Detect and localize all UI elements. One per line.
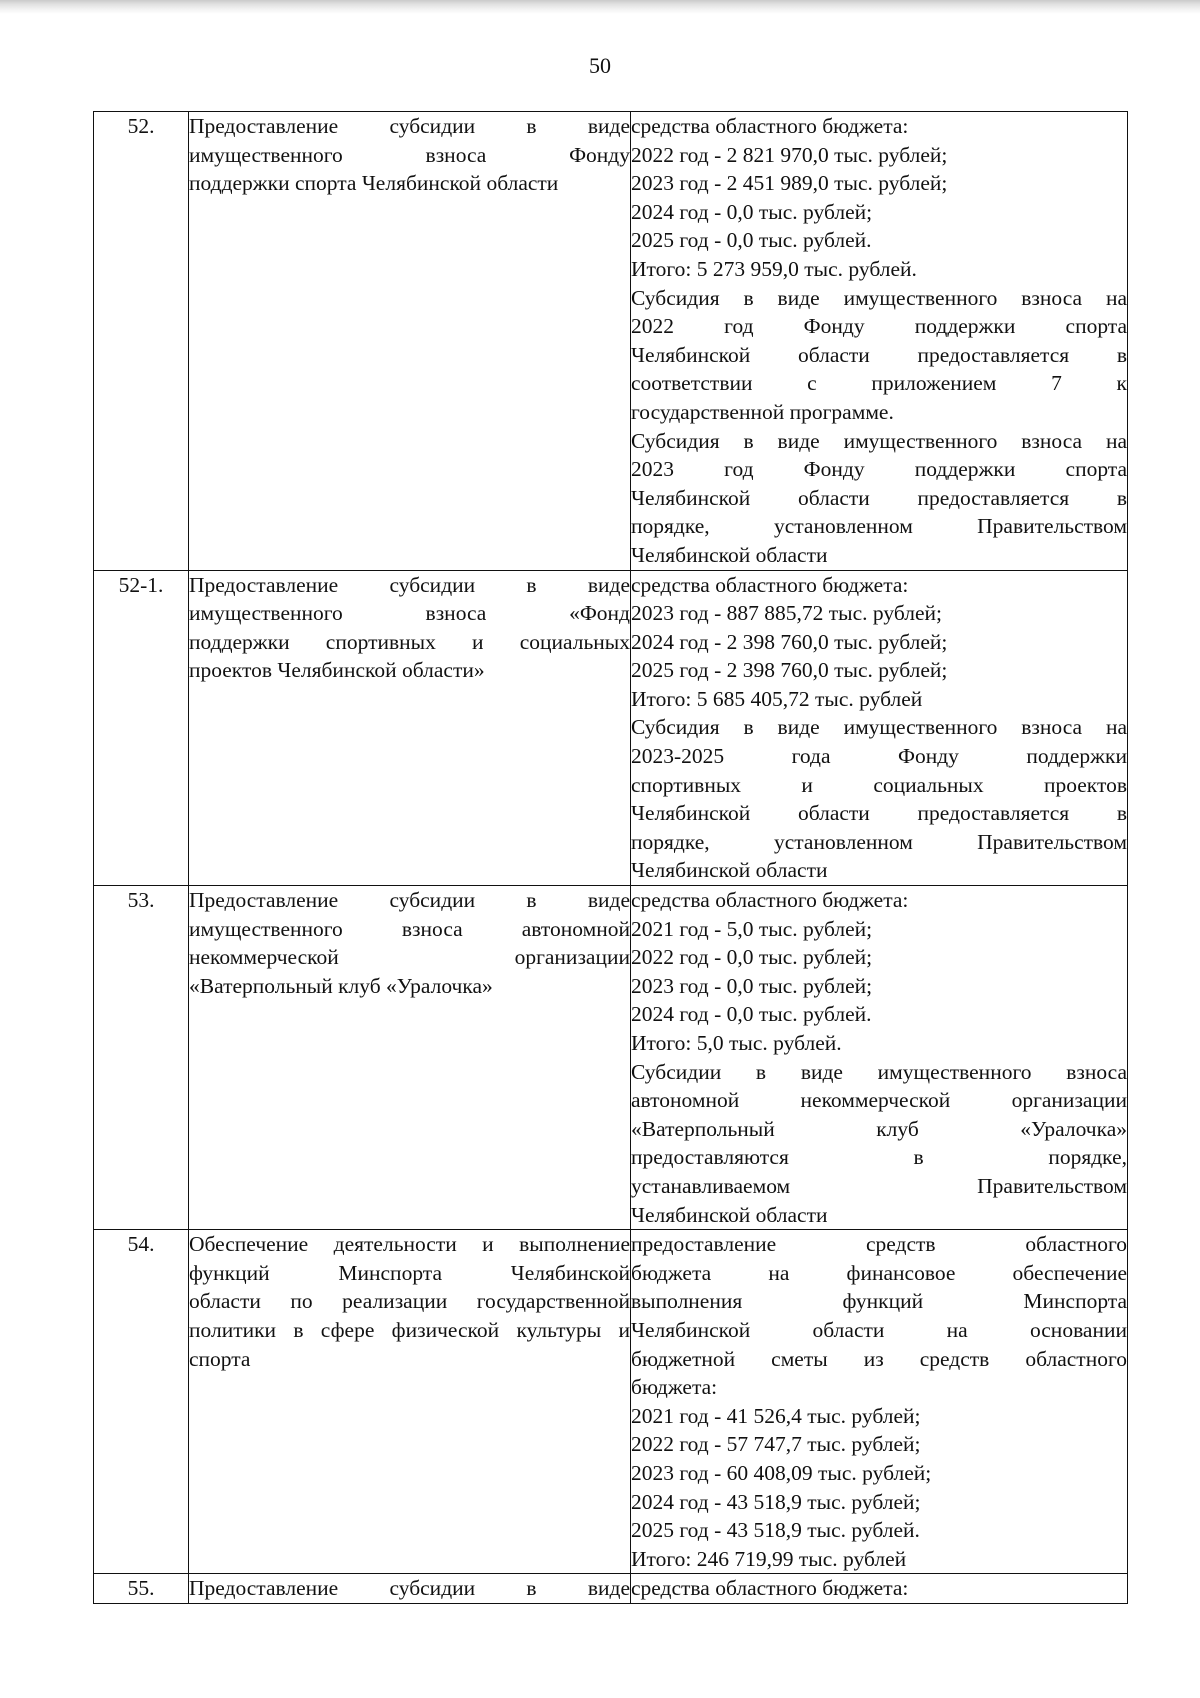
text-line: бюджета на финансовое обеспечение	[631, 1260, 1127, 1285]
text-line: 2025 год - 2 398 760,0 тыс. рублей;	[631, 658, 948, 683]
financing-description	[631, 570, 1128, 886]
activities-table	[93, 111, 1128, 1604]
text-line: соответствии с приложением 7 к	[631, 371, 1127, 396]
text-line: 2021 год - 5,0 тыс. рублей;	[631, 916, 873, 941]
text-line: 2025 год - 43 518,9 тыс. рублей.	[631, 1518, 920, 1543]
page-number: 50	[589, 53, 611, 78]
table-row	[94, 570, 1128, 886]
text-line: 2025 год - 0,0 тыс. рублей.	[631, 228, 872, 253]
row-number: 52.	[94, 112, 189, 571]
text-line: Челябинской области предоставляется в	[631, 485, 1127, 510]
text-line: Челябинской области	[631, 542, 828, 567]
text-line: Челябинской области	[631, 858, 828, 883]
text-line: средства областного бюджета:	[631, 572, 909, 597]
text-line: имущественного взноса «Фонд	[189, 601, 630, 626]
text-line: средства областного бюджета:	[631, 888, 909, 913]
text-line: 2023 год - 0,0 тыс. рублей;	[631, 973, 873, 998]
text-line: Субсидия в виде имущественного взноса на	[631, 715, 1127, 740]
text-line: Предоставление субсидии в виде	[189, 114, 630, 138]
text-line: порядке, установленном Правительством	[631, 829, 1127, 854]
activity-name	[189, 1574, 631, 1604]
text-line: 2022 год - 2 821 970,0 тыс. рублей;	[631, 142, 948, 167]
text-line: поддержки спортивных и социальных	[189, 629, 630, 654]
text-line: Обеспечение деятельности и выполнение	[189, 1232, 630, 1257]
text-line: Итого: 5,0 тыс. рублей.	[631, 1031, 842, 1055]
text-line: средства областного бюджета:	[631, 1576, 909, 1601]
text-line: 2023-2025 года Фонду поддержки	[631, 744, 1127, 769]
text-line: спорта	[189, 1346, 251, 1371]
text-line: проектов Челябинской области»	[189, 658, 485, 683]
row-number: 54.	[94, 1230, 189, 1574]
text-line: 2024 год - 43 518,9 тыс. рублей;	[631, 1489, 921, 1514]
text-line: Субсидия в виде имущественного взноса на	[631, 285, 1127, 310]
text-line: 2024 год - 0,0 тыс. рублей.	[631, 1002, 872, 1027]
text-line: средства областного бюджета:	[631, 114, 909, 138]
text-line: Предоставление субсидии в виде	[189, 1576, 630, 1601]
text-line: функций Минспорта Челябинской	[189, 1260, 630, 1285]
text-line: Субсидия в виде имущественного взноса на	[631, 428, 1127, 453]
text-line: предоставляются в порядке,	[631, 1145, 1127, 1170]
row-number: 53.	[94, 886, 189, 1230]
text-line: имущественного взноса Фонду	[189, 142, 630, 167]
table-row	[94, 1574, 1128, 1604]
text-line: 2023 год - 887 885,72 тыс. рублей;	[631, 601, 942, 626]
text-line: «Ватерпольный клуб «Уралочка»	[189, 973, 493, 998]
financing-description	[631, 1574, 1128, 1604]
text-line: выполнения функций Минспорта	[631, 1289, 1127, 1314]
text-line: 2022 год Фонду поддержки спорта	[631, 314, 1127, 339]
text-line: Предоставление субсидии в виде	[189, 888, 630, 913]
text-line: бюджетной сметы из средств областного	[631, 1346, 1127, 1371]
text-line: области по реализации государственной	[189, 1289, 630, 1314]
text-line: Челябинской области предоставляется в	[631, 801, 1127, 826]
activity-name	[189, 886, 631, 1230]
text-line: 2024 год - 2 398 760,0 тыс. рублей;	[631, 629, 948, 654]
text-line: Итого: 5 685 405,72 тыс. рублей	[631, 686, 923, 711]
text-line: автономной некоммерческой организации	[631, 1088, 1127, 1113]
financing-description	[631, 112, 1128, 571]
text-line: спортивных и социальных проектов	[631, 772, 1127, 797]
text-line: бюджета:	[631, 1375, 718, 1400]
financing-description	[631, 886, 1128, 1230]
text-line: государственной программе.	[631, 399, 894, 424]
table-row	[94, 112, 1128, 571]
text-line: 2022 год - 57 747,7 тыс. рублей;	[631, 1432, 921, 1457]
table-row	[94, 1230, 1128, 1574]
text-line: Челябинской области	[631, 1202, 828, 1227]
row-number: 52-1.	[94, 570, 189, 886]
text-line: 2023 год - 60 408,09 тыс. рублей;	[631, 1460, 932, 1485]
text-line: Челябинской области предоставляется в	[631, 342, 1127, 367]
text-line: устанавливаемом Правительством	[631, 1173, 1127, 1198]
text-line: Итого: 5 273 959,0 тыс. рублей.	[631, 256, 917, 281]
text-line: поддержки спорта Челябинской области	[189, 171, 559, 196]
text-line: Предоставление субсидии в виде	[189, 572, 630, 597]
activity-name	[189, 570, 631, 886]
activity-name	[189, 1230, 631, 1574]
text-line: 2023 год Фонду поддержки спорта	[631, 457, 1127, 482]
text-line: «Ватерпольный клуб «Уралочка»	[631, 1116, 1127, 1141]
text-line: Субсидии в виде имущественного взноса	[631, 1059, 1127, 1084]
financing-description	[631, 1230, 1128, 1574]
scan-edge-shadow	[0, 0, 1200, 14]
text-line: 2023 год - 2 451 989,0 тыс. рублей;	[631, 171, 948, 196]
text-line: порядке, установленном Правительством	[631, 514, 1127, 539]
text-line: 2024 год - 0,0 тыс. рублей;	[631, 199, 873, 224]
text-line: предоставление средств областного	[631, 1232, 1127, 1257]
text-line: имущественного взноса автономной	[189, 916, 630, 941]
activity-name	[189, 112, 631, 571]
text-line: некоммерческой организации	[189, 945, 630, 970]
text-line: 2021 год - 41 526,4 тыс. рублей;	[631, 1403, 921, 1428]
text-line: 2022 год - 0,0 тыс. рублей;	[631, 945, 873, 970]
text-line: Итого: 246 719,99 тыс. рублей	[631, 1546, 907, 1571]
row-number: 55.	[94, 1574, 189, 1604]
table-row	[94, 886, 1128, 1230]
text-line: политики в сфере физической культуры и	[189, 1317, 630, 1342]
text-line: Челябинской области на основании	[631, 1317, 1127, 1342]
